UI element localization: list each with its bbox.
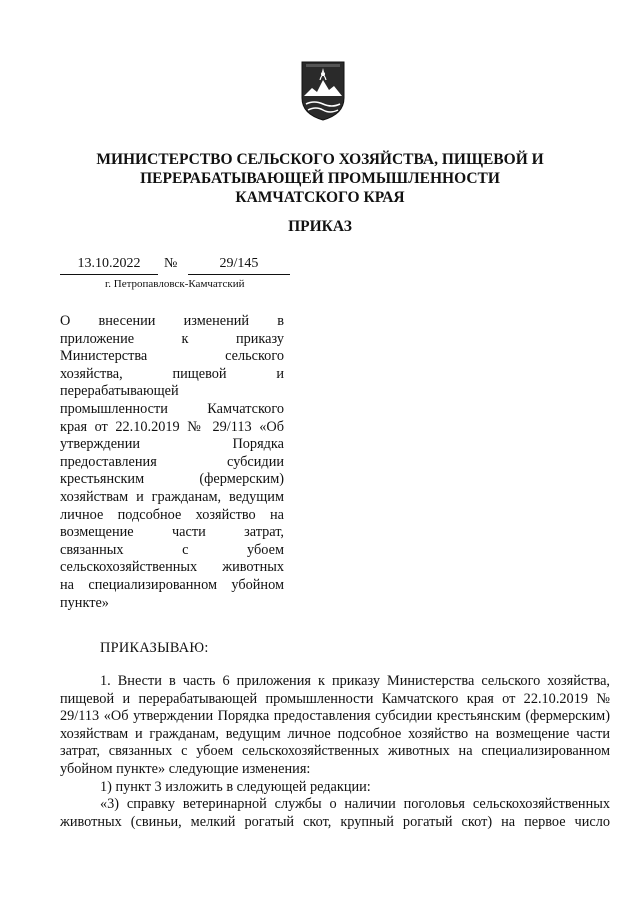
subject-line: края от 22.10.2019 № 29/113 «Об bbox=[60, 418, 284, 435]
subject-line: хозяйствам и гражданам, ведущим bbox=[60, 488, 284, 505]
body-paragraph-2: 1) пункт 3 изложить в следующей редакции: bbox=[100, 778, 371, 795]
subject-line: связанных с убоем bbox=[60, 541, 284, 558]
subject-line: личное подсобное хозяйство на bbox=[60, 506, 284, 523]
subject-line: приложение к приказу bbox=[60, 330, 284, 347]
subject-line: О внесении изменений в bbox=[60, 313, 284, 329]
ministry-line-2: ПЕРЕРАБАТЫВАЮЩЕЙ ПРОМЫШЛЕННОСТИ bbox=[140, 170, 500, 187]
subject-line: хозяйства, пищевой и bbox=[60, 365, 284, 382]
subject-line: утверждении Порядка bbox=[60, 436, 284, 453]
subject-line: возмещение части затрат, bbox=[60, 524, 284, 541]
body-paragraph-3: «3) справку ветеринарной службы о наличии поголовья сельскохозяйственных животных (свиньи, мелкий рогатый скот, крупный рогатый скот) на первое число bbox=[60, 796, 610, 830]
ministry-heading bbox=[60, 150, 580, 207]
ministry-line-1: МИНИСТЕРСТВО СЕЛЬСКОГО ХОЗЯЙСТВА, ПИЩЕВОЙ И bbox=[96, 151, 544, 168]
number-sign: № bbox=[164, 256, 178, 271]
document-date: 13.10.2022 bbox=[60, 256, 158, 275]
kamchatka-coat-of-arms-icon bbox=[300, 60, 346, 122]
subject-line: пункте» bbox=[60, 594, 109, 611]
document-subject bbox=[60, 313, 284, 612]
subject-line: крестьянским (фермерским) bbox=[60, 471, 284, 488]
document-number: 29/145 bbox=[188, 256, 290, 275]
subject-line: Министерства сельского bbox=[60, 348, 284, 365]
subject-line: сельскохозяйственных животных bbox=[60, 559, 284, 576]
document-city: г. Петропавловск-Камчатский bbox=[105, 278, 245, 290]
document-type-title: ПРИКАЗ bbox=[288, 218, 352, 235]
subject-line: предоставления субсидии bbox=[60, 453, 284, 470]
subject-line: на специализированном убойном bbox=[60, 576, 284, 593]
document-body bbox=[60, 673, 610, 831]
ministry-line-3: КАМЧАТСКОГО КРАЯ bbox=[235, 189, 405, 206]
subject-line: перерабатывающей bbox=[60, 383, 179, 400]
decree-word: ПРИКАЗЫВАЮ: bbox=[100, 640, 209, 656]
body-paragraph-1: 1. Внести в часть 6 приложения к приказу Министерства сельского хозяйства, пищевой и перерабатывающей промышленности Камчатского края от 22.10.2019 № 29/113 «Об утверждении Порядка предоставления субсидии крестьянским (фермерским) хозяйствам и гражданам, ведущим личное подсобное хозяйство на возмещение части затрат, связанных с убоем сельскохозяйственных животных на специализированном убойном пункте» следующие изменения: bbox=[60, 673, 610, 777]
date-number-row bbox=[60, 256, 290, 276]
subject-line: промышленности Камчатского bbox=[60, 400, 284, 417]
